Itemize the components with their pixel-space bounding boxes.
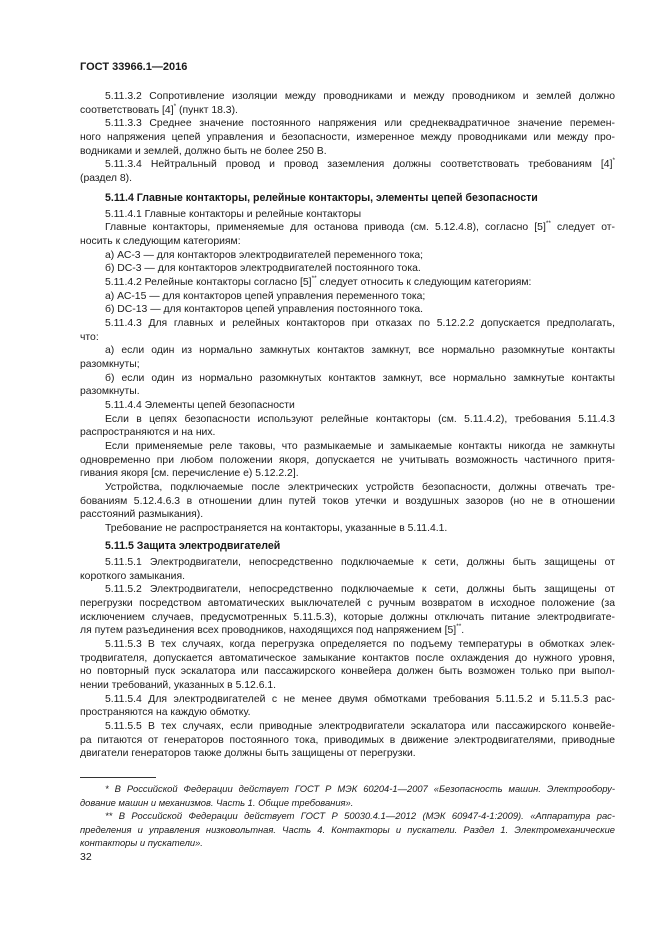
paragraph bbox=[80, 413, 615, 440]
text-segment: контакторы и пускатели». bbox=[80, 837, 203, 848]
text-segment: 5.11.4.4 Элементы цепей безопасности bbox=[105, 399, 295, 411]
text-line bbox=[80, 809, 615, 823]
text-segment: Главные контакторы, применяемые для останова привода (см. 5.12.4.8), согласно [5] bbox=[105, 222, 546, 234]
text-segment: ля путем разъединения всех проводников, находящихся под напряжением [5] bbox=[80, 625, 457, 637]
text-line bbox=[80, 570, 615, 584]
text-segment: 5.11.5.4 Для электродвигателей с не менее двумя обмотками требования 5.11.5.2 и 5.11.5.3 рас- bbox=[105, 693, 615, 705]
text-line bbox=[80, 221, 615, 235]
text-line bbox=[80, 385, 615, 399]
footnote-marker: ** bbox=[311, 275, 317, 283]
text-segment: бованиям 5.12.4.6.3 в отношении длин путей токов утечки и воздушных зазоров (но не в отношении bbox=[80, 495, 615, 507]
text-line bbox=[80, 208, 615, 222]
text-segment: 5.11.3.4 Нейтральный провод и провод заземления должны соответствовать требованиям [4] bbox=[105, 159, 613, 171]
text-line bbox=[80, 481, 615, 495]
paragraph bbox=[80, 90, 615, 117]
paragraph bbox=[80, 638, 615, 693]
text-segment: водниками и землей, должно быть не более 250 В. bbox=[80, 145, 327, 157]
text-line bbox=[80, 467, 615, 481]
text-segment: следует от- bbox=[550, 222, 615, 234]
text-segment: следует относить к следующим категориям: bbox=[316, 277, 532, 289]
text-line bbox=[80, 290, 615, 304]
text-segment: 5.11.5.1 Электродвигатели, непосредственно подключаемые к сети, должны быть защищены от bbox=[105, 557, 615, 569]
text-line bbox=[80, 235, 615, 249]
text-line bbox=[80, 796, 615, 810]
text-line bbox=[80, 836, 615, 850]
text-segment: 5.11.5.3 В тех случаях, когда перегрузка определяется по подъему температуры в обмотках элек- bbox=[105, 639, 615, 651]
paragraph bbox=[80, 399, 615, 413]
paragraph bbox=[80, 290, 615, 304]
text-segment: 5.11.3.2 Сопротивление изоляции между проводниками и между проводником и землей должно bbox=[105, 91, 615, 102]
text-line bbox=[80, 652, 615, 666]
text-line bbox=[80, 597, 615, 611]
paragraph bbox=[80, 158, 615, 185]
text-line bbox=[80, 158, 615, 172]
text-segment: исключением случаев, предусмотренных 5.11.5.3), которые должны отключать питание электродвигате- bbox=[80, 611, 615, 623]
text-line bbox=[80, 331, 615, 345]
paragraph bbox=[80, 693, 615, 720]
text-line bbox=[80, 358, 615, 372]
text-line bbox=[80, 90, 615, 104]
text-segment: 5.11.4 Главные контакторы, релейные контакторы, элементы цепей безопасности bbox=[105, 191, 538, 204]
text-line bbox=[80, 747, 615, 761]
text-segment: тродвигателя, допускается автоматическое замыкание контактов после охлаждения до нужного уровня, bbox=[80, 652, 615, 664]
text-segment: Требование не распространяется на контакторы, указанные в 5.11.4.1. bbox=[105, 522, 448, 534]
text-segment: а) АС-3 — для контакторов электродвигателей переменного тока; bbox=[105, 249, 424, 261]
text-line bbox=[80, 249, 615, 263]
text-segment: двигатели генераторов также должны быть защищены от перегрузки. bbox=[80, 748, 416, 760]
text-segment: что: bbox=[80, 331, 99, 343]
text-line bbox=[80, 454, 615, 468]
section-heading bbox=[80, 192, 615, 206]
text-line bbox=[80, 693, 615, 707]
paragraph bbox=[80, 720, 615, 761]
document-header: ГОСТ 33966.1—2016 bbox=[80, 61, 188, 73]
text-segment: * В Российской Федерации действует ГОСТ Р МЭК 60204-1—2007 «Безопасность машин. Электрообору- bbox=[105, 783, 615, 794]
text-line bbox=[80, 734, 615, 748]
text-segment: носить к следующим категориям: bbox=[80, 236, 241, 248]
paragraph bbox=[80, 440, 615, 481]
text-segment: (пункт 18.3). bbox=[176, 104, 238, 116]
text-segment: ** В Российской Федерации действует ГОСТ Р 50030.4.1—2012 (МЭК 60947-4-1:2009). «Аппаратура рас- bbox=[105, 810, 615, 821]
text-segment: распространяются и на них. bbox=[80, 427, 216, 439]
paragraph bbox=[80, 344, 615, 371]
text-line bbox=[80, 303, 615, 317]
text-line bbox=[80, 611, 615, 625]
footnote bbox=[80, 809, 615, 850]
paragraph bbox=[80, 262, 615, 276]
text-segment: но повторный пуск эскалатора или пассажирского конвейера должен быть возможен только при выпол- bbox=[80, 666, 615, 678]
text-line bbox=[80, 117, 615, 131]
paragraph bbox=[80, 221, 615, 248]
text-line bbox=[80, 706, 615, 720]
text-line bbox=[80, 131, 615, 145]
text-line bbox=[80, 495, 615, 509]
text-line bbox=[80, 583, 615, 597]
footnote-marker: * bbox=[612, 157, 615, 165]
text-segment: разомкнуты. bbox=[80, 386, 140, 398]
text-line bbox=[80, 276, 615, 290]
text-segment: перегрузки посредством автоматических выключателей с ручным возвратом в исходное положение (за bbox=[80, 598, 615, 610]
text-line bbox=[80, 508, 615, 522]
text-segment: 5.11.4.1 Главные контакторы и релейные контакторы bbox=[105, 208, 362, 220]
text-segment: 5.11.5 Защита электродвигателей bbox=[105, 540, 281, 552]
text-segment: . bbox=[461, 625, 465, 637]
paragraph bbox=[80, 556, 615, 583]
text-segment: б) DC-3 — для контакторов электродвигателей постоянного тока. bbox=[105, 263, 421, 275]
text-line bbox=[80, 720, 615, 734]
text-segment: а) если один из нормально замкнутых контактов замкнут, все нормально разомкнутые контакты bbox=[105, 345, 615, 357]
text-line bbox=[80, 145, 615, 159]
text-segment: соответствовать [4] bbox=[80, 104, 174, 116]
text-line bbox=[80, 372, 615, 386]
text-segment: а) АС-15 — для контакторов цепей управления переменного тока; bbox=[105, 290, 426, 302]
text-line bbox=[80, 665, 615, 679]
text-line bbox=[80, 540, 615, 554]
paragraph bbox=[80, 481, 615, 522]
text-segment: дование машин и механизмов. Часть 1. Общие требования». bbox=[80, 796, 354, 808]
text-line bbox=[80, 426, 615, 440]
text-segment: нении требований, указанных в 5.12.6.1. bbox=[80, 680, 277, 692]
text-segment: Устройства, подключаемые после электрических устройств безопасности, должны отвечать тре- bbox=[105, 481, 615, 493]
text-line bbox=[80, 399, 615, 413]
text-line bbox=[80, 192, 615, 206]
paragraph bbox=[80, 249, 615, 263]
text-segment: Если в цепях безопасности используют релейные контакторы (см. 5.11.4.2), требования 5.11.4.3 bbox=[105, 413, 615, 425]
text-line bbox=[80, 638, 615, 652]
text-line bbox=[80, 679, 615, 693]
paragraph bbox=[80, 583, 615, 638]
footnote-marker: * bbox=[173, 102, 177, 110]
paragraph bbox=[80, 522, 615, 536]
footnote bbox=[80, 782, 615, 809]
text-segment: расстояний размыкания). bbox=[80, 509, 204, 521]
text-segment: пространяются на каждую обмотку. bbox=[80, 707, 251, 719]
text-segment: короткого замыкания. bbox=[80, 570, 185, 582]
text-line bbox=[80, 317, 615, 331]
text-segment: 5.11.5.5 В тех случаях, если приводные электродвигатели эскалатора или пассажирского конвейе- bbox=[105, 721, 615, 733]
text-segment: б) DC-13 — для контакторов цепей управления постоянного тока. bbox=[105, 304, 424, 316]
body-text bbox=[80, 90, 615, 761]
text-segment: разомкнуты; bbox=[80, 358, 140, 370]
text-line bbox=[80, 262, 615, 276]
text-segment: 5.11.4.2 Релейные контакторы согласно [5] bbox=[105, 277, 312, 289]
text-line bbox=[80, 782, 615, 796]
text-line bbox=[80, 440, 615, 454]
text-segment: 5.11.3.3 Среднее значение постоянного напряжения или среднеквадратичное значение перемен- bbox=[105, 118, 615, 130]
text-segment: ра питаются от генераторов постоянного тока, приводимых в движение электродвигателями, приводные bbox=[80, 734, 615, 746]
text-segment: Если применяемые реле таковы, что размыкаемые и замыкаемые контакты никогда не замкнуты bbox=[105, 440, 615, 452]
text-segment: 5.11.4.3 Для главных и релейных контакторов при отказах по 5.12.2.2 допускается предполагать, bbox=[105, 318, 615, 329]
text-segment: одновременно при любом положении якоря, допускается не учитывать возможность частичного притя- bbox=[80, 454, 615, 466]
text-line bbox=[80, 522, 615, 536]
section-heading bbox=[80, 540, 615, 554]
page-number: 32 bbox=[80, 851, 92, 863]
paragraph bbox=[80, 372, 615, 399]
footnotes bbox=[80, 782, 615, 850]
paragraph bbox=[80, 317, 615, 344]
paragraph bbox=[80, 276, 615, 290]
text-segment: пределения и управления низковольтная. Часть 4. Контакторы и пускатели. Раздел 1. Электромеханические bbox=[80, 823, 615, 835]
text-line bbox=[80, 104, 615, 118]
text-line bbox=[80, 172, 615, 186]
footnote-divider bbox=[80, 777, 156, 778]
text-segment: б) если один из нормально разомкнутых контактов замкнут, все нормально замкнутые контакты bbox=[105, 372, 615, 384]
text-line bbox=[80, 344, 615, 358]
text-line bbox=[80, 624, 615, 638]
text-segment: (раздел 8). bbox=[80, 172, 133, 184]
text-segment: ного напряжения цепей управления и безопасности, измеренное между проводниками или между про- bbox=[80, 131, 615, 143]
text-line bbox=[80, 823, 615, 837]
paragraph bbox=[80, 208, 615, 222]
paragraph bbox=[80, 303, 615, 317]
text-line bbox=[80, 556, 615, 570]
footnote-marker: ** bbox=[545, 220, 551, 228]
text-segment: 5.11.5.2 Электродвигатели, непосредственно подключаемые к сети, должны быть защищены от bbox=[105, 584, 615, 596]
text-segment: гивания якоря [см. перечисление е) 5.12.2.2]. bbox=[80, 468, 299, 480]
text-line bbox=[80, 413, 615, 427]
paragraph bbox=[80, 117, 615, 158]
footnote-marker: ** bbox=[456, 623, 462, 631]
